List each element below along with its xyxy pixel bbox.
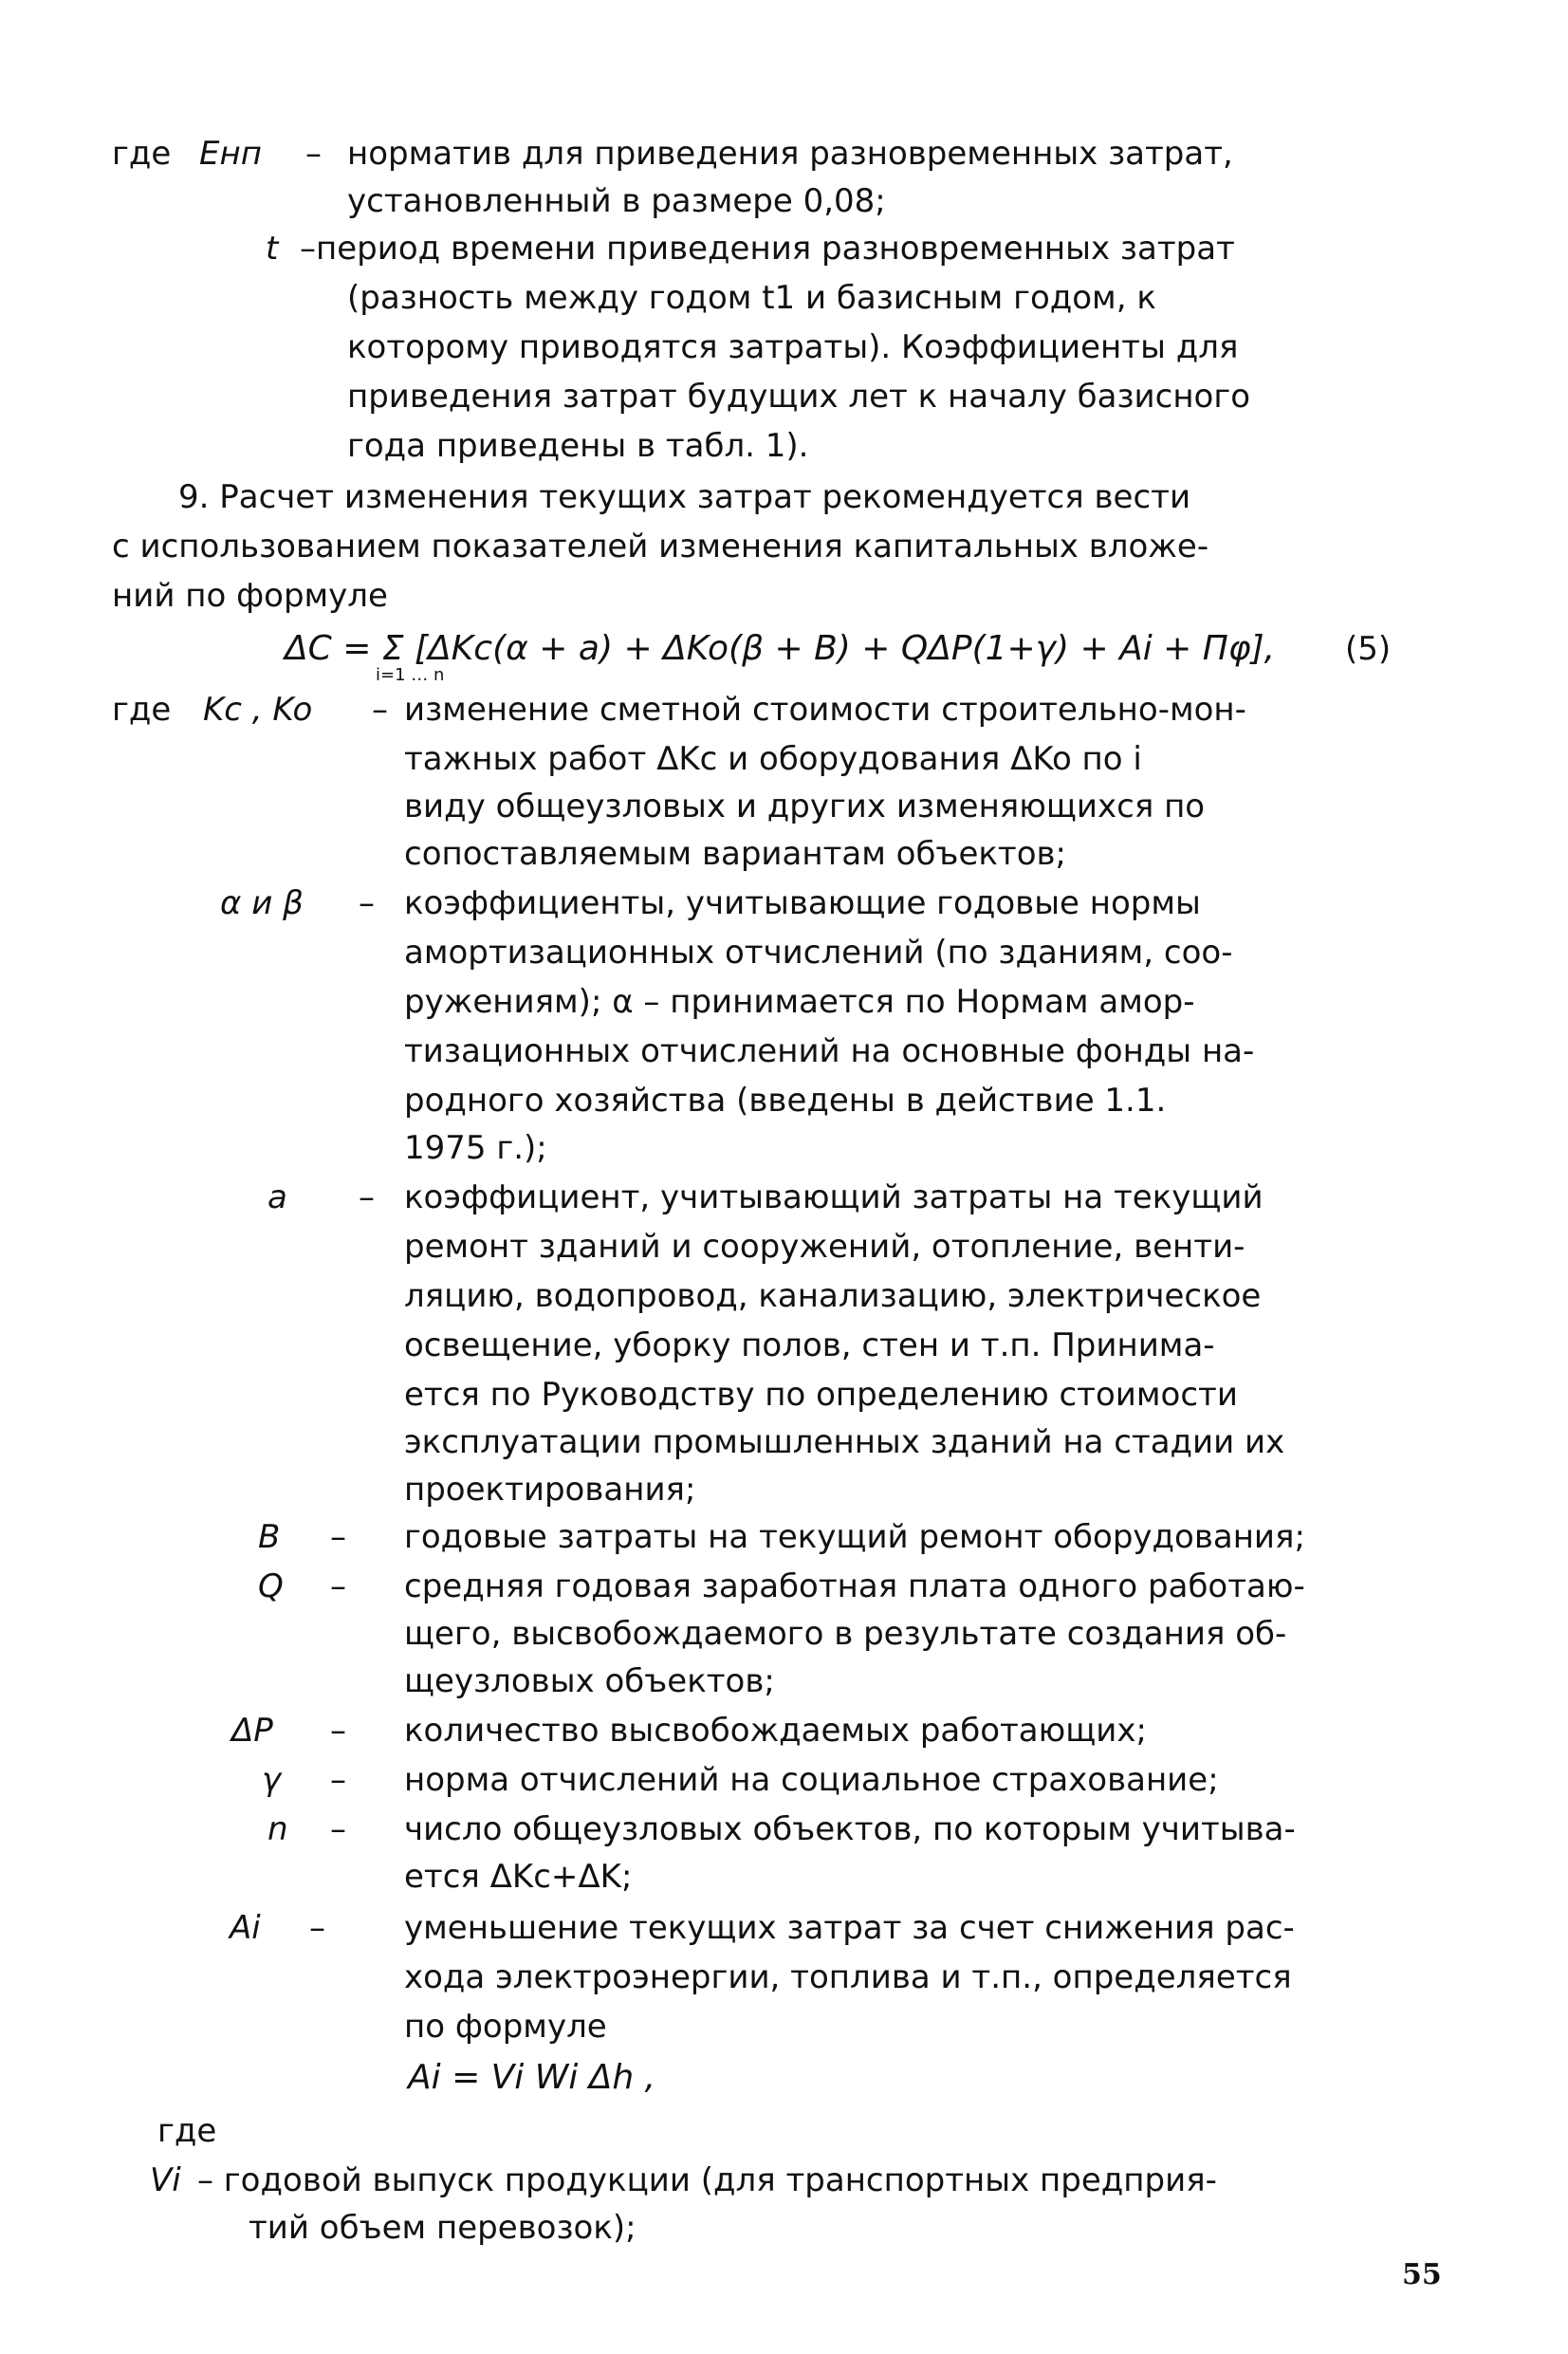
def-alpha-line-2: амортизационных отчислений (по зданиям, соо- <box>404 934 1233 972</box>
dash-n: – <box>330 1810 346 1848</box>
symbol-kc-ko: Kc , Ko <box>203 691 313 729</box>
def-kc-line-2: тажных работ ΔKc и оборудования ΔKo по i <box>404 740 1142 778</box>
def-alpha-line-3: ружениям); α – принимается по Нормам амор- <box>404 983 1195 1021</box>
paragraph9-line-2: с использованием показателей изменения капитальных вложе- <box>112 528 1209 565</box>
dash-a: – <box>359 1178 375 1216</box>
def-kc-line-3: виду общеузловых и других изменяющихся по <box>404 788 1206 825</box>
def-t-line-3: которому приводятся затраты). Коэффициенты для <box>347 328 1239 366</box>
intro-line-1: норматив для приведения разновременных затрат, <box>347 135 1233 173</box>
dash-kc: – <box>372 691 388 729</box>
def-q-line-2: щего, высвобождаемого в результате создания об- <box>404 1615 1287 1653</box>
def-a-line-3: ляцию, водопровод, канализацию, электрическое <box>404 1277 1262 1315</box>
paragraph9-line-3: ний по формуле <box>112 577 388 615</box>
symbol-q: Q <box>258 1567 284 1605</box>
def-delta-p-line-1: количество высвобождаемых работающих; <box>404 1712 1147 1750</box>
equation-number: (5) <box>1345 630 1392 668</box>
def-a-line-6: эксплуатации промышленных зданий на стадии их <box>404 1423 1285 1461</box>
symbol-ai: Ai <box>230 1909 261 1947</box>
def-alpha-line-1: коэффициенты, учитывающие годовые нормы <box>404 884 1201 922</box>
def-a-line-4: освещение, уборку полов, стен и т.п. Принима- <box>404 1326 1215 1364</box>
symbol-enp: Eнп <box>199 135 262 173</box>
def-n-line-2: ется ΔKc+ΔK; <box>404 1858 633 1896</box>
def-a-line-5: ется по Руководству по определению стоимости <box>404 1376 1238 1414</box>
where-prefix-defs: где <box>112 691 172 729</box>
def-t-line-5: года приведены в табл. 1). <box>347 427 809 465</box>
def-a-line-7: проектирования; <box>404 1471 696 1509</box>
symbol-gamma: γ <box>262 1761 282 1799</box>
def-vi-line-1: – годовой выпуск продукции (для транспортных предприя- <box>197 2161 1217 2199</box>
dash-alpha-beta: – <box>359 884 375 922</box>
where-prefix-intro: где <box>112 135 172 173</box>
def-t-line-1: –период времени приведения разновременных затрат <box>300 230 1235 268</box>
def-a-line-1: коэффициент, учитывающий затраты на текущий <box>404 1178 1264 1216</box>
def-kc-line-1: изменение сметной стоимости строительно-мон- <box>404 691 1246 729</box>
def-ai-line-3: по формуле <box>404 2008 607 2046</box>
def-q-line-1: средняя годовая заработная плата одного работаю- <box>404 1567 1305 1605</box>
def-t-line-4: приведения затрат будущих лет к началу базисного <box>347 378 1251 416</box>
def-b-line-1: годовые затраты на текущий ремонт оборудования; <box>404 1518 1305 1556</box>
def-t-line-2: (разность между годом t1 и базисным годом, к <box>347 279 1156 317</box>
symbol-delta-p: ΔP <box>231 1712 273 1750</box>
def-ai-line-1: уменьшение текущих затрат за счет снижения рас- <box>404 1909 1295 1947</box>
dash-q: – <box>330 1567 346 1605</box>
symbol-vi: Vi <box>150 2161 181 2199</box>
dash-ai: – <box>309 1909 325 1947</box>
dash-gamma: – <box>330 1761 346 1799</box>
dash-delta-p: – <box>330 1712 346 1750</box>
def-q-line-3: щеузловых объектов; <box>404 1662 775 1700</box>
formula-5-sum-limits: i=1 … n <box>376 665 445 685</box>
symbol-n: n <box>267 1810 288 1848</box>
symbol-t: t <box>266 230 279 268</box>
def-alpha-line-4: тизационных отчислений на основные фонды на- <box>404 1032 1255 1070</box>
formula-5: ΔC = Σ [ΔKc(α + a) + ΔKo(β + B) + QΔP(1+γ) + Ai + Пφ], <box>285 629 1276 668</box>
def-a-line-2: ремонт зданий и сооружений, отопление, венти- <box>404 1228 1245 1266</box>
def-kc-line-4: сопоставляемым вариантам объектов; <box>404 835 1067 873</box>
symbol-alpha-beta: α и β <box>220 884 304 922</box>
def-alpha-line-5: родного хозяйства (введены в действие 1.1. <box>404 1082 1167 1120</box>
dash-enp: – <box>305 135 322 173</box>
def-ai-line-2: хода электроэнергии, топлива и т.п., определяется <box>404 1958 1292 1996</box>
def-gamma-line-1: норма отчислений на социальное страхование; <box>404 1761 1219 1799</box>
symbol-b: B <box>258 1518 281 1556</box>
where-prefix-vi: где <box>157 2112 217 2150</box>
page-number: 55 <box>1402 2258 1442 2291</box>
symbol-a: a <box>267 1178 287 1216</box>
paragraph9-line-1: 9. Расчет изменения текущих затрат рекомендуется вести <box>178 478 1191 516</box>
def-n-line-1: число общеузловых объектов, по которым учитыва- <box>404 1810 1296 1848</box>
def-alpha-line-6: 1975 г.); <box>404 1129 547 1167</box>
intro-line-2: установленный в размере 0,08; <box>347 182 886 220</box>
def-vi-line-2: тий объем перевозок); <box>249 2209 636 2247</box>
formula-ai: Ai = Vi Wi Δh , <box>408 2058 656 2097</box>
dash-b: – <box>330 1518 346 1556</box>
